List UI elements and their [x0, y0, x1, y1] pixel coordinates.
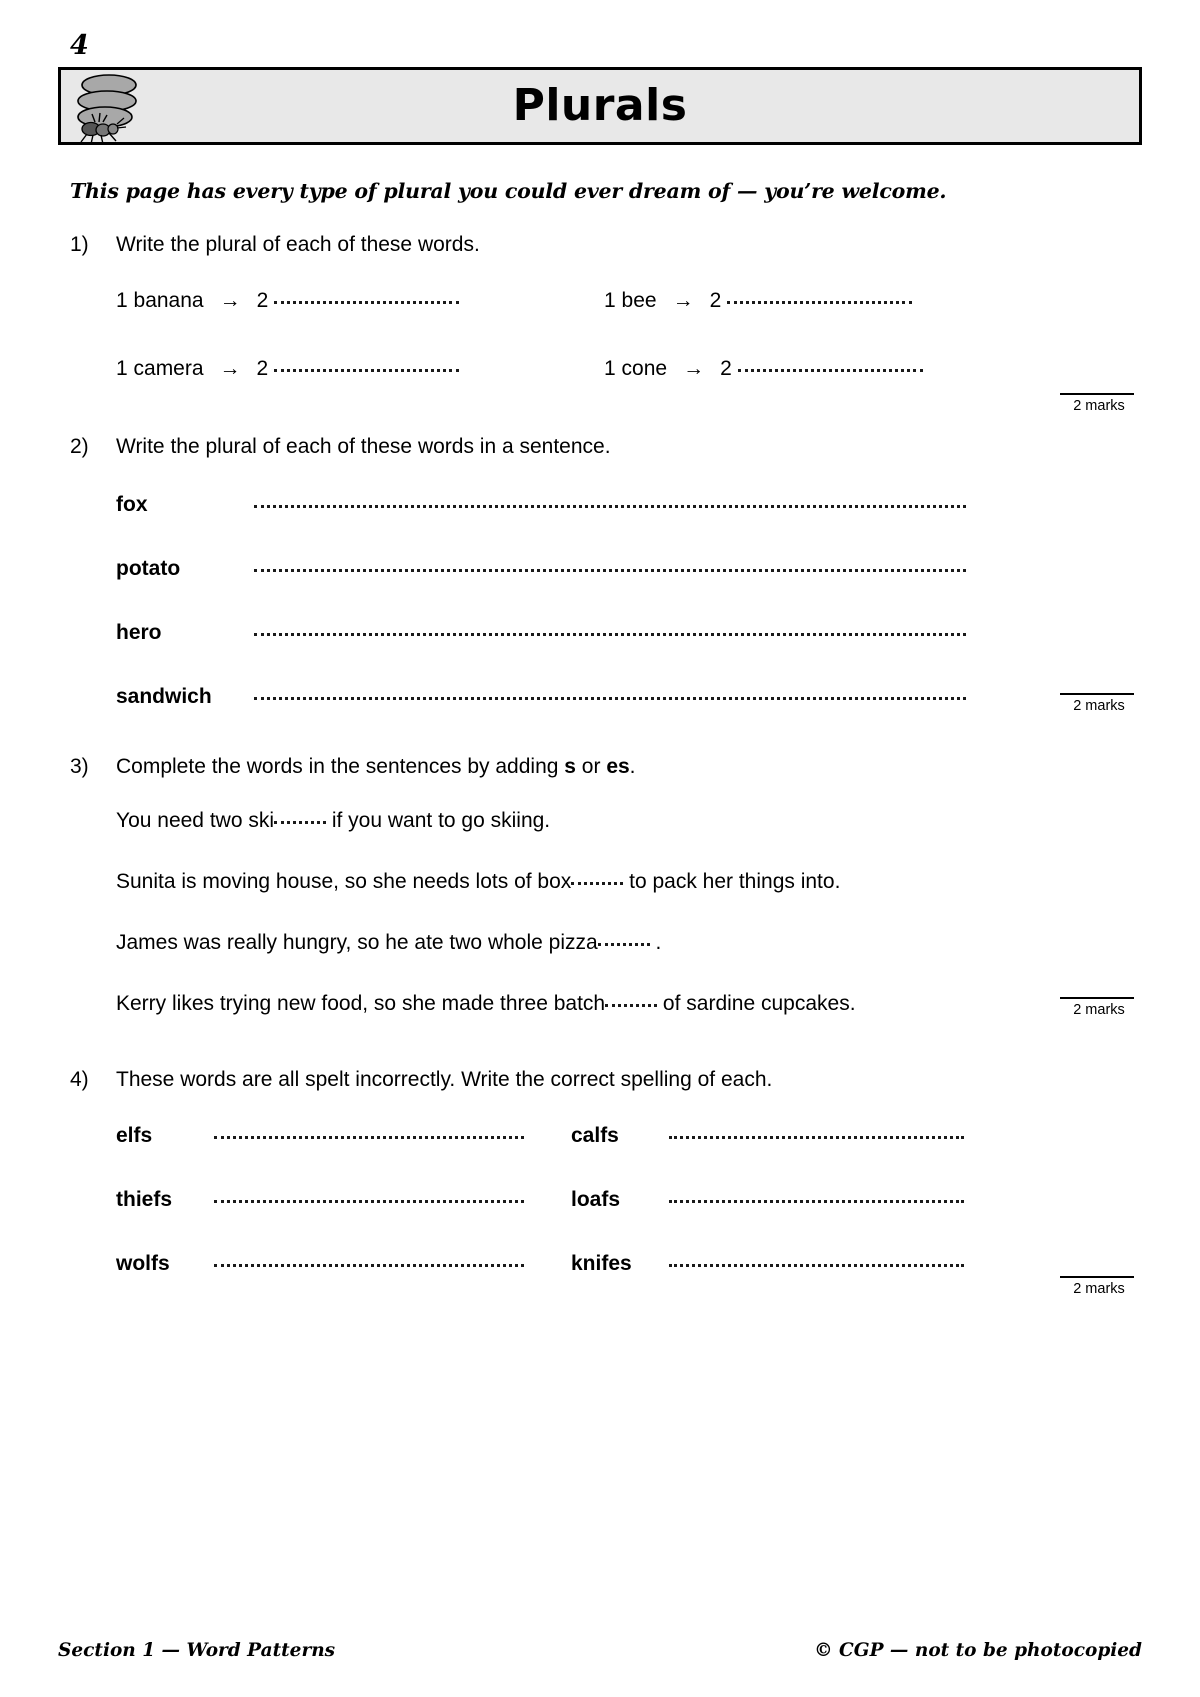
page-footer: [58, 1640, 1142, 1661]
answer-blank[interactable]: [254, 569, 966, 572]
spell-item: [571, 1252, 1026, 1276]
answer-blank[interactable]: [669, 1136, 964, 1139]
pair-plural-prefix: 2: [720, 357, 732, 380]
question-3: [58, 755, 1142, 1016]
sentence-before: Kerry likes trying new food, so she made three batch: [116, 992, 606, 1015]
prompt-bold-es: es: [606, 755, 630, 778]
answer-blank[interactable]: [274, 821, 326, 824]
spell-item: [571, 1188, 1026, 1212]
answer-blank[interactable]: [571, 882, 623, 885]
sentence-line: [116, 992, 1142, 1016]
marks-rule: [1060, 693, 1134, 695]
question-2-words: [116, 493, 1142, 709]
question-1: [58, 233, 1142, 414]
answer-blank[interactable]: [727, 301, 912, 304]
question-3-heading: [70, 755, 1142, 779]
word-line: [116, 557, 1142, 581]
word-label: thiefs: [116, 1188, 173, 1211]
pair-item: [604, 357, 923, 381]
sentence-after: if you want to go skiing.: [326, 809, 551, 832]
question-2: [58, 435, 1142, 714]
spell-item: [571, 1124, 1026, 1148]
answer-blank[interactable]: [254, 633, 966, 636]
question-4: [58, 1068, 1142, 1297]
answer-blank[interactable]: [738, 369, 923, 372]
sentence-line: [116, 809, 1142, 833]
marks-label: 2 marks: [1073, 1002, 1125, 1018]
arrow-icon: →: [219, 357, 241, 380]
word-line: [116, 493, 1142, 517]
answer-blank[interactable]: [214, 1200, 524, 1203]
marks-box: [1050, 1276, 1142, 1297]
sentence-after: .: [649, 931, 662, 954]
word-label: elfs: [116, 1124, 153, 1147]
answer-blank[interactable]: [274, 369, 459, 372]
question-3-sentences: [116, 809, 1142, 1016]
word-label: calfs: [571, 1124, 619, 1147]
pair-item: [604, 289, 912, 313]
answer-blank[interactable]: [214, 1264, 524, 1267]
question-3-prompt: [116, 755, 1142, 779]
spell-item: [116, 1124, 571, 1148]
sentence-before: James was really hungry, so he ate two whole pizza: [116, 931, 598, 954]
page-number: 4: [70, 30, 90, 61]
prompt-part-before: Complete the words in the sentences by adding: [116, 755, 565, 778]
word-label: sandwich: [116, 685, 212, 708]
answer-blank[interactable]: [669, 1200, 964, 1203]
sentence-after: to pack her things into.: [623, 870, 841, 893]
prompt-part-after: .: [629, 755, 636, 778]
word-label: fox: [116, 493, 148, 516]
answer-blank[interactable]: [254, 505, 966, 508]
sentence-before: You need two ski: [116, 809, 275, 832]
page-title: Plurals: [512, 80, 688, 131]
word-label: potato: [116, 557, 181, 580]
pair-plural-prefix: 2: [256, 357, 269, 380]
question-4-prompt: These words are all spelt incorrectly. Write the correct spelling of each.: [116, 1068, 773, 1091]
marks-box: [1050, 393, 1142, 414]
sentence-line: [116, 870, 1142, 894]
arrow-icon: →: [672, 289, 694, 312]
sentence-line: [116, 931, 1142, 955]
marks-label: 2 marks: [1073, 1281, 1125, 1297]
spell-row: [116, 1252, 1142, 1276]
pair-singular: 1 cone: [604, 357, 668, 380]
spell-item: [116, 1188, 571, 1212]
pair-row: [116, 357, 1142, 381]
pair-singular: 1 camera: [116, 357, 204, 380]
answer-blank[interactable]: [605, 1004, 657, 1007]
word-label: loafs: [571, 1188, 621, 1211]
footer-section-label: Section 1 — Word Patterns: [58, 1640, 336, 1661]
question-3-number: 3): [70, 755, 89, 778]
question-4-heading: [70, 1068, 1142, 1092]
question-2-heading: [70, 435, 1142, 459]
spell-row: [116, 1124, 1142, 1148]
question-2-prompt: Write the plural of each of these words in a sentence.: [116, 435, 611, 458]
answer-blank[interactable]: [214, 1136, 524, 1139]
marks-label: 2 marks: [1073, 398, 1125, 414]
word-line: [116, 621, 1142, 645]
marks-box: [1050, 997, 1142, 1018]
question-1-prompt: Write the plural of each of these words.: [116, 233, 480, 256]
sentence-before: Sunita is moving house, so she needs lots of box: [116, 870, 572, 893]
prompt-bold-s: s: [564, 755, 576, 778]
pair-singular: 1 bee: [604, 289, 657, 312]
question-4-words: [116, 1124, 1142, 1276]
title-banner: [58, 67, 1142, 145]
answer-blank[interactable]: [598, 943, 650, 946]
word-label: wolfs: [116, 1252, 170, 1275]
spell-row: [116, 1188, 1142, 1212]
pair-plural-prefix: 2: [256, 289, 269, 312]
marks-label: 2 marks: [1073, 698, 1125, 714]
intro-line: This page has every type of plural you could ever dream of — you’re welcome.: [70, 179, 947, 203]
marks-rule: [1060, 997, 1134, 999]
arrow-icon: →: [219, 289, 241, 312]
marks-box: [1050, 693, 1142, 714]
ant-carrying-stones-icon: [69, 72, 155, 146]
question-1-number: 1): [70, 233, 89, 256]
pair-item: [116, 357, 604, 381]
footer-copyright: © CGP — not to be photocopied: [814, 1640, 1142, 1661]
answer-blank[interactable]: [254, 697, 966, 700]
word-label: knifes: [571, 1252, 632, 1275]
marks-rule: [1060, 1276, 1134, 1278]
marks-rule: [1060, 393, 1134, 395]
spell-item: [116, 1252, 571, 1276]
question-4-number: 4): [70, 1068, 89, 1091]
arrow-icon: →: [683, 357, 705, 380]
question-1-heading: [70, 233, 1142, 257]
question-2-number: 2): [70, 435, 89, 458]
pair-plural-prefix: 2: [709, 289, 722, 312]
word-label: hero: [116, 621, 162, 644]
answer-blank[interactable]: [669, 1264, 964, 1267]
pair-item: [116, 289, 604, 313]
word-line: [116, 685, 1142, 709]
sentence-after: of sardine cupcakes.: [657, 992, 856, 1015]
answer-blank[interactable]: [274, 301, 459, 304]
pair-singular: 1 banana: [116, 289, 204, 312]
prompt-part-middle: or: [575, 755, 607, 778]
question-1-pairs: [116, 289, 1142, 381]
pair-row: [116, 289, 1142, 313]
